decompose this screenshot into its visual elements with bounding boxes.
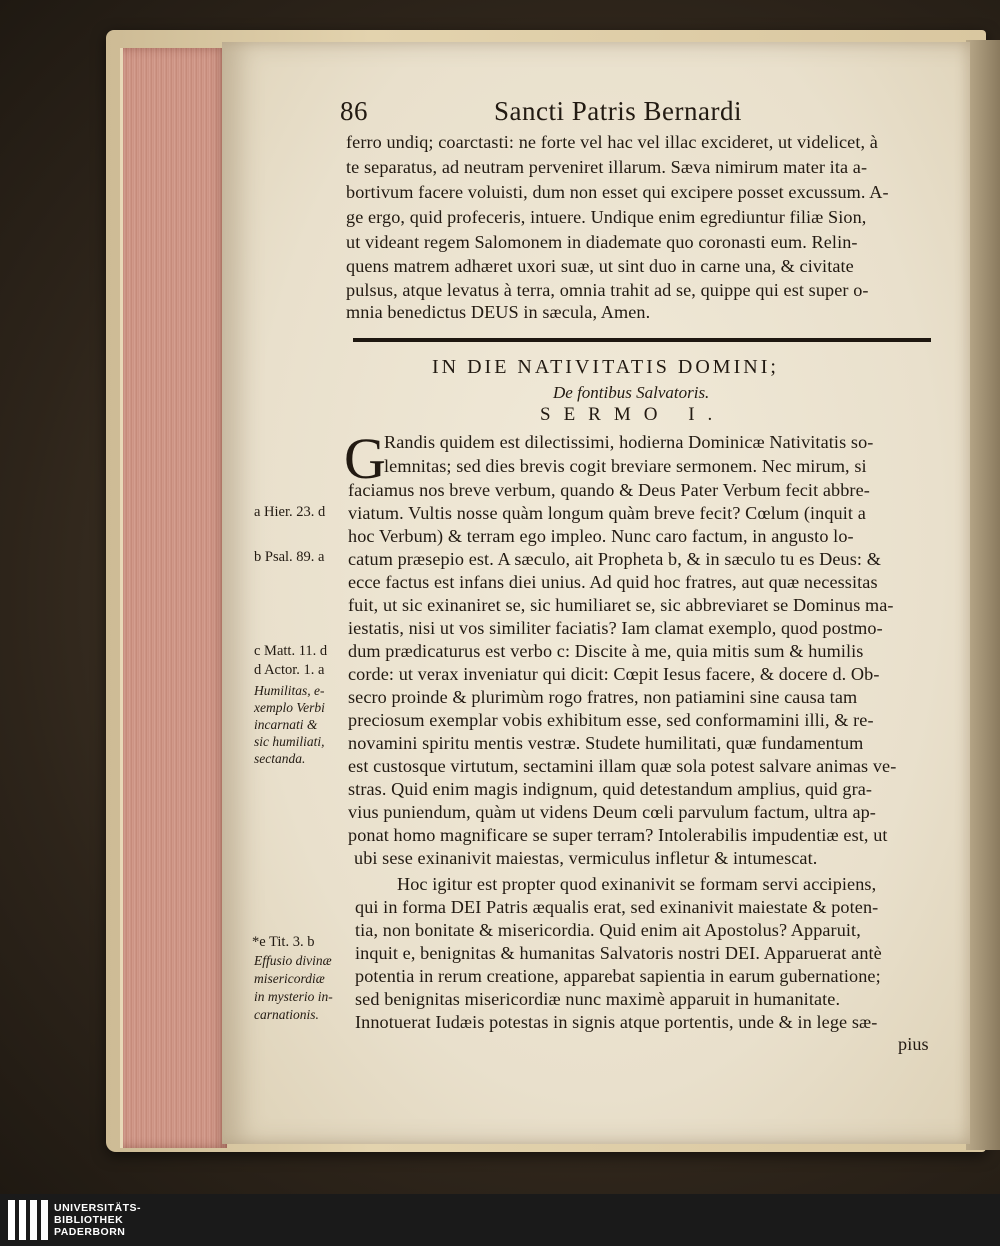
- margin-gloss: misericordiæ: [254, 971, 325, 986]
- text-line: ferro undiq; coarctasti: ne forte vel hac vel illac excideret, ut videlicet, à: [346, 132, 878, 152]
- text-line: catum præsepio est. A sæculo, ait Propheta b, & in sæculo tu es Deus: &: [348, 549, 881, 569]
- text-line: bortivum facere voluisti, dum non esset qui excipere posset excussum. A-: [346, 182, 889, 202]
- library-logo-text: BIBLIOTHEK: [54, 1214, 124, 1226]
- footer-bar: [0, 1194, 1000, 1246]
- text-line: ubi sese exinanivit maiestas, vermiculus infletur & intumescat.: [354, 848, 818, 868]
- text-line: corde: ut verax inveniatur qui dicit: Cœpit Iesus facere, & docere d. Ob-: [348, 664, 880, 684]
- margin-reference: a Hier. 23. d: [254, 504, 326, 520]
- text-line: te separatus, ad neutram perveniret illarum. Sæva nimirum mater ita a-: [346, 157, 868, 177]
- sermon-title: IN DIE NATIVITATIS DOMINI;: [432, 356, 779, 378]
- text-line: dum prædicaturus est verbo c: Discite à me, quia mitis sum & humilis: [348, 641, 864, 661]
- margin-gloss: sectanda.: [254, 751, 306, 766]
- facing-page-edge: [966, 40, 1000, 1150]
- page-number: 86: [340, 96, 368, 126]
- text-line: vius puniendum, quàm ut videns Deum cœli parvulum factum, ultra ap-: [348, 802, 876, 822]
- text-line: tia, non bonitate & misericordia. Quid enim ait Apostolus? Apparuit,: [355, 920, 861, 940]
- text-line: ecce factus est infans diei unius. Ad quid hoc fratres, aut quæ necessitas: [348, 572, 878, 592]
- library-logo-icon: [8, 1200, 48, 1240]
- margin-gloss: Humilitas, e-: [254, 683, 325, 698]
- library-logo-text: UNIVERSITÄTS-: [54, 1202, 142, 1214]
- margin-reference: c Matt. 11. d: [254, 643, 328, 659]
- text-line: ponat homo magnificare se super terram? Intolerabilis impudentiæ est, ut: [348, 825, 888, 845]
- text-line: hoc Verbum) & terram ego impleo. Nunc caro factum, in angusto lo-: [348, 526, 854, 546]
- margin-gloss: Effusio divinæ: [254, 953, 332, 968]
- text-line: stras. Quid enim magis indignum, quid detestandum amplius, quid gra-: [348, 779, 873, 799]
- text-line: iestatis, nisi ut vos similiter faciatis? Iam clamat exemplo, quod postmo-: [348, 618, 883, 638]
- text-line: pulsus, atque levatus à terra, omnia trahit ad se, quippe qui est super o-: [346, 280, 869, 300]
- section-rule: [353, 338, 931, 342]
- text-line: secro proinde & plurimùm rogo fratres, non patiamini sine causa tam: [348, 687, 858, 707]
- running-head-title: Sancti Patris Bernardi: [494, 96, 742, 126]
- text-line: fuit, ut sic exinaniret se, sic humiliaret se, sic abbreviaret se Dominus ma-: [348, 595, 894, 615]
- text-line: Innotuerat Iudæis potestas in signis atque portentis, unde & in lege sæ-: [355, 1012, 878, 1032]
- text-line: novamini spiritu mentis vestræ. Studete humilitati, quæ fundamentum: [348, 733, 864, 753]
- text-line: preciosum exemplar vobis exhibitum esse, sed conformamini illi, & re-: [348, 710, 874, 730]
- text-line: Hoc igitur est propter quod exinanivit se formam servi accipiens,: [397, 874, 877, 894]
- text-line: quens matrem adhæret uxori suæ, ut sint duo in carne una, & civitate: [346, 256, 854, 276]
- margin-gloss: carnationis.: [254, 1007, 319, 1022]
- text-line: sed benignitas misericordiæ nunc maximè apparuit in humanitate.: [355, 989, 841, 1009]
- text-line: ut videant regem Salomonem in diademate quo coronasti eum. Relin-: [346, 232, 858, 252]
- text-line: viatum. Vultis nosse quàm longum quàm breve fecit? Cœlum (inquit a: [348, 503, 866, 523]
- margin-reference: d Actor. 1. a: [254, 662, 325, 678]
- text-line: qui in forma DEI Patris æqualis erat, sed exinanivit maiestate & poten-: [355, 897, 879, 917]
- text-line: potentia in rerum creatione, apparebat sapientia in earum gubernatione;: [355, 966, 881, 986]
- text-line: ge ergo, quid profeceris, intuere. Undique enim egrediuntur filiæ Sion,: [346, 207, 867, 227]
- margin-gloss: incarnati &: [254, 717, 318, 732]
- sermon-number: SERMO I.: [540, 404, 726, 425]
- text-line: faciamus nos breve verbum, quando & Deus Pater Verbum fecit abbre-: [348, 480, 870, 500]
- sermon-subtitle: De fontibus Salvatoris.: [553, 383, 710, 402]
- margin-gloss: in mysterio in-: [254, 989, 333, 1004]
- text-line: Randis quidem est dilectissimi, hodierna Dominicæ Nativitatis so-: [384, 432, 874, 452]
- margin-gloss: sic humiliati,: [254, 734, 325, 749]
- text-line: inquit e, benignitas & humanitas Salvatoris nostri DEI. Apparuerat antè: [355, 943, 882, 963]
- text-line: mnia benedictus DEUS in sæcula, Amen.: [346, 302, 651, 322]
- library-logo-text: PADERBORN: [54, 1226, 126, 1238]
- page-edges: [120, 48, 227, 1148]
- drop-cap: G: [344, 426, 386, 491]
- text-line: est custosque virtutum, sectamini illam quæ sola potest salvare animas ve-: [348, 756, 897, 776]
- text-line: lemnitas; sed dies brevis cogit breviare sermonem. Nec mirum, si: [384, 456, 867, 476]
- catchword: pius: [898, 1034, 929, 1054]
- margin-gloss: xemplo Verbi: [254, 700, 325, 715]
- margin-reference: b Psal. 89. a: [254, 549, 325, 565]
- margin-reference: *e Tit. 3. b: [252, 934, 315, 950]
